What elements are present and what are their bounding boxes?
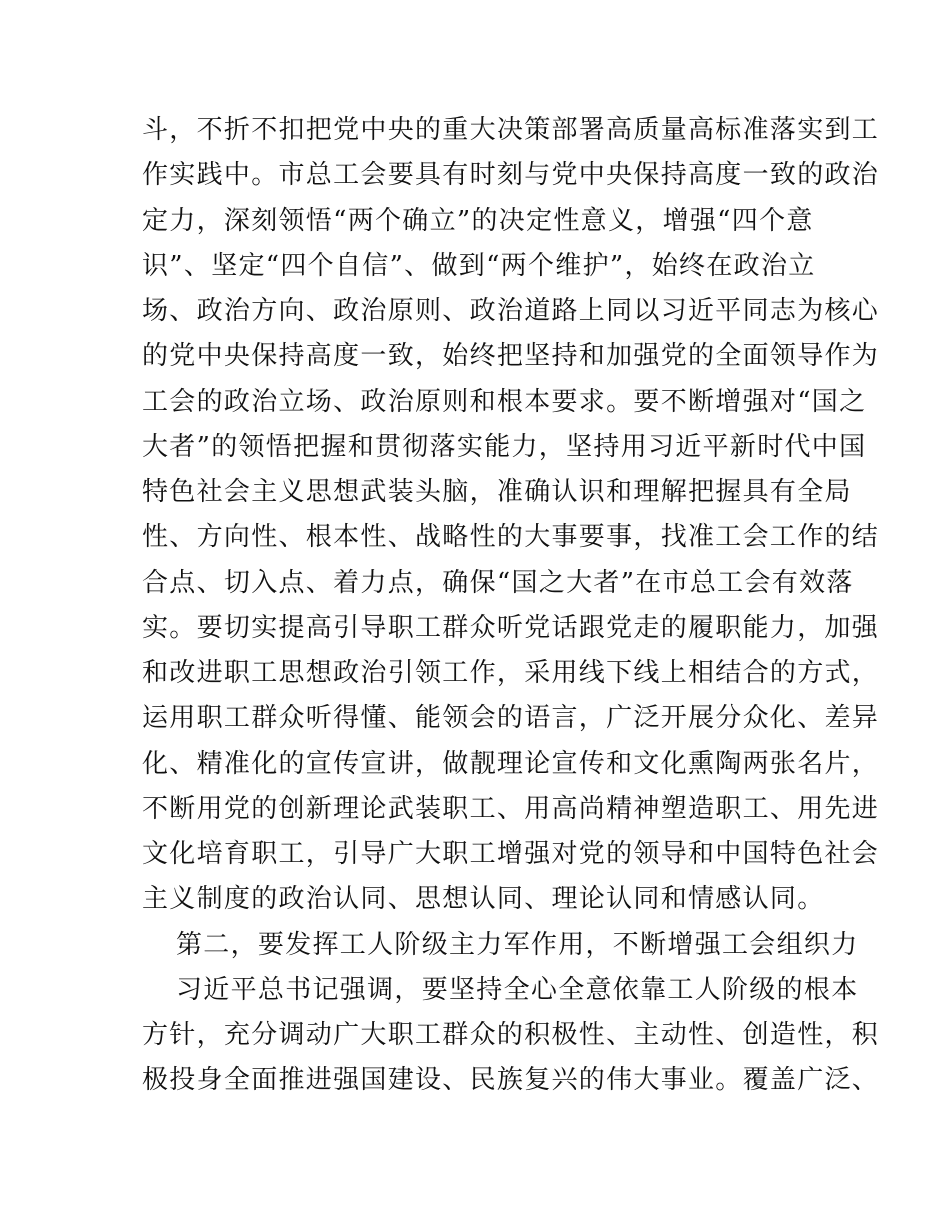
paragraph-line: 特色社会主义思想武装头脑，准确认识和理解把握具有全局	[142, 477, 852, 507]
paragraph-line: 定力，深刻领悟“两个确立”的决定性意义，增强“四个意	[142, 205, 814, 236]
paragraph-line: 和改进职工思想政治引领工作，采用线下线上相结合的方式，	[142, 658, 880, 688]
paragraph-2	[142, 968, 880, 1104]
paragraph-1	[142, 108, 880, 923]
paragraph-line: 斗，不折不扣把党中央的重大决策部署高质量高标准落实到工	[142, 115, 880, 145]
paragraph-line: 文化培育职工，引导广大职工增强对党的领导和中国特色社会	[142, 839, 880, 869]
paragraph-line: 不断用党的创新理论武装职工、用高尚精神塑造职工、用先进	[142, 793, 880, 824]
paragraph-line: 运用职工群众听得懂、能领会的语言，广泛开展分众化、差异	[142, 703, 880, 734]
paragraph-line: 方针，充分调动广大职工群众的积极性、主动性、创造性，积	[142, 1020, 880, 1050]
paragraph-line: 大者”的领悟把握和贯彻落实能力，坚持用习近平新时代中国	[142, 431, 867, 462]
paragraph-line: 性、方向性、根本性、战略性的大事要事，找准工会工作的结	[142, 522, 880, 553]
paragraph-line: 场、政治方向、政治原则、政治道路上同以习近平同志为核心	[142, 296, 880, 326]
paragraph-line: 实。要切实提高引导职工群众听党话跟党走的履职能力，加强	[142, 612, 880, 643]
paragraph-line: 作实践中。市总工会要具有时刻与党中央保持高度一致的政治	[142, 160, 880, 191]
paragraph-line: 主义制度的政治认同、思想认同、理论认同和情感认同。	[142, 884, 825, 915]
paragraph-line: 识”、坚定“四个自信”、做到“两个维护”，始终在政治立	[142, 250, 816, 281]
paragraph-line: 工会的政治立场、政治原则和根本要求。要不断增强对“国之	[142, 386, 867, 417]
section-heading: 第二，要发挥工人阶级主力军作用，不断增强工会组织力	[176, 929, 859, 960]
paragraph-line: 习近平总书记强调，要坚持全心全意依靠工人阶级的根本	[176, 974, 859, 1005]
paragraph-line: 化、精准化的宣传宣讲，做靓理论宣传和文化熏陶两张名片，	[142, 748, 880, 779]
paragraph-line: 合点、切入点、着力点，确保“国之大者”在市总工会有效落	[142, 567, 854, 598]
paragraph-line: 极投身全面推进强国建设、民族复兴的伟大事业。覆盖广泛、	[142, 1065, 880, 1096]
document-body	[142, 108, 880, 1104]
paragraph-line: 的党中央保持高度一致，始终把坚持和加强党的全面领导作为	[142, 341, 880, 372]
